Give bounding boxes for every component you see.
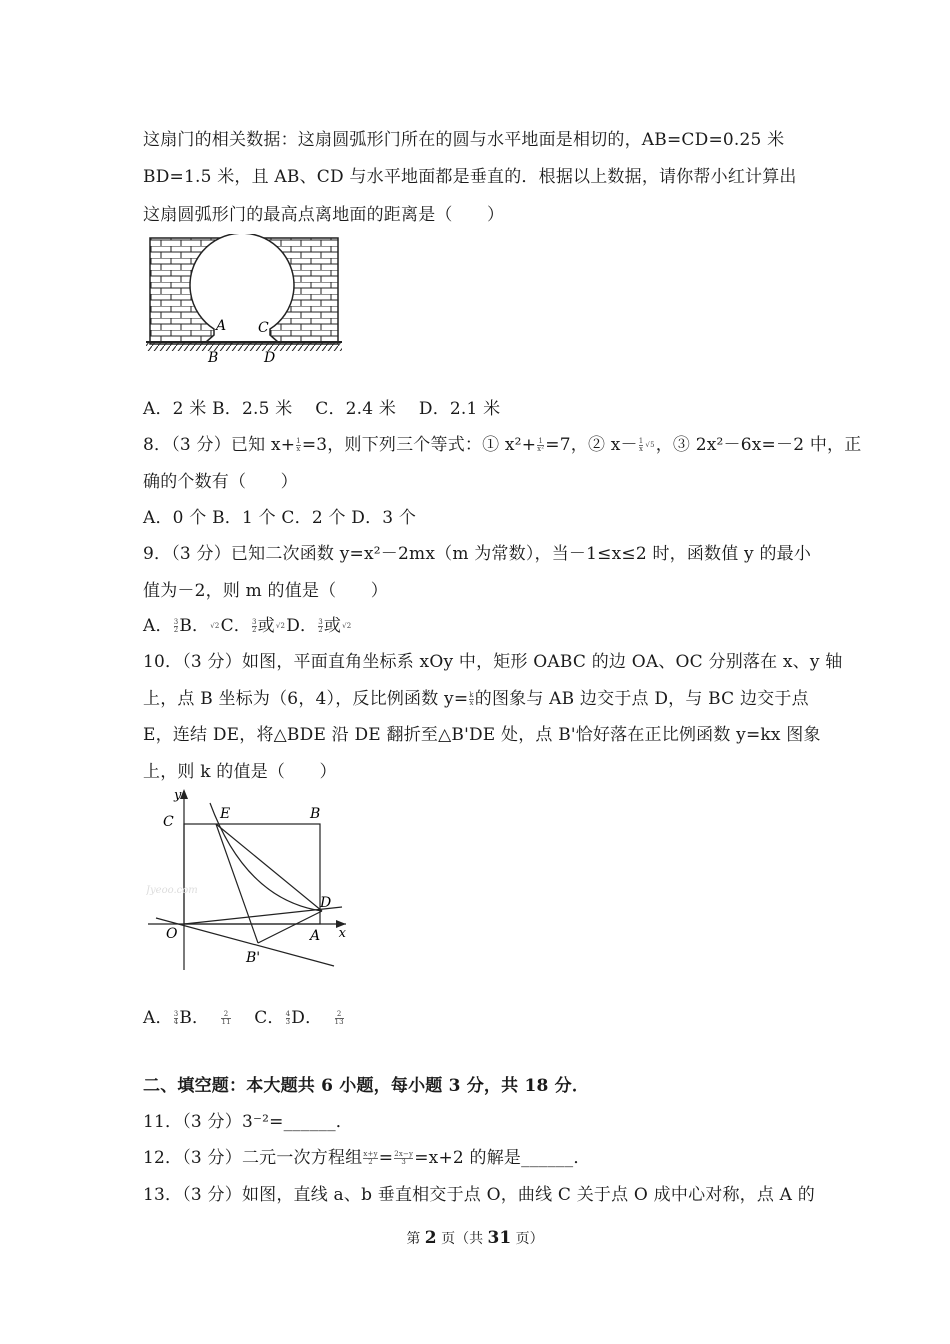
q8-options: A．0 个 B．1 个 C．2 个 D．3 个 xyxy=(143,508,417,528)
q10-line-2: 上，点 B 坐标为（6，4），反比例函数 y= $\frac{k}{x}$ 的图象与 AB 边交于点 D，与 BC 边交于点 xyxy=(143,689,809,709)
arch-door-figure xyxy=(146,234,342,366)
q9-line-2: 值为－2，则 m 的值是（ ） xyxy=(143,581,388,601)
q10-line-1: 10．（3 分）如图，平面直角坐标系 xOy 中，矩形 OABC 的边 OA、OC 分别落在 x、y 轴 xyxy=(143,652,843,672)
fraction-icon: $\frac{1}{\text{x²}}$ xyxy=(537,437,545,453)
q9-line-1: 9．（3 分）已知二次函数 y=x²－2mx（m 为常数），当－1≤x≤2 时，函数值 y 的最小 xyxy=(143,544,812,564)
fraction-icon: $\frac{3}{2}$ xyxy=(318,618,323,634)
q7-line-1: 这扇门的相关数据：这扇圆弧形门所在的圆与水平地面是相切的，AB=CD=0.25 米 xyxy=(143,130,785,150)
page-footer: 第 2 页（共 31 页） xyxy=(406,1228,544,1248)
fraction-icon: $\frac{k}{x}$ xyxy=(469,691,474,707)
watermark: Jyeoo.com xyxy=(146,885,198,896)
label-A: A xyxy=(310,928,321,944)
coordinate-figure xyxy=(146,785,346,975)
label-C: C xyxy=(163,814,174,830)
sqrt-icon: √2 xyxy=(342,622,352,630)
label-Bprime: B' xyxy=(246,950,261,966)
q7-options: A．2 米 B．2.5 米 C．2.4 米 D．2.1 米 xyxy=(143,399,501,419)
page-total: 31 xyxy=(487,1228,512,1248)
q10-line-3: E，连结 DE，将△BDE 沿 DE 翻折至△B'DE 处，点 B'恰好落在正比例函数 y=kx 图象 xyxy=(143,725,821,745)
q13: 13．（3 分）如图，直线 a、b 垂直相交于点 O，曲线 C 关于点 O 成中心对称，点 A 的 xyxy=(143,1185,815,1205)
fraction-icon: $\frac{3}{2}$ xyxy=(252,618,257,634)
label-B: B xyxy=(208,350,219,366)
fraction-icon: $\frac{1}{x}$ xyxy=(296,437,301,453)
label-D: D xyxy=(264,350,276,366)
fraction-icon: $\frac{3}{2}$ xyxy=(173,618,179,634)
label-A: A xyxy=(216,318,227,334)
fraction-icon: $\frac{1}{x}$ xyxy=(638,437,644,453)
q11: 11．（3 分）3⁻²=______． xyxy=(143,1112,353,1132)
label-B: B xyxy=(310,806,321,822)
q10-line-4: 上，则 k 的值是（ ） xyxy=(143,762,337,782)
q7-line-3: 这扇圆弧形门的最高点离地面的距离是（ ） xyxy=(143,205,505,225)
q8-line-2: 确的个数有（ ） xyxy=(143,472,298,492)
label-x: x xyxy=(338,926,346,941)
label-E: E xyxy=(220,806,231,822)
label-y: y xyxy=(174,788,182,803)
page-number: 2 xyxy=(424,1228,437,1248)
fraction-icon: $\frac{3}{4}$ xyxy=(173,1010,179,1026)
section-2-heading: 二、填空题：本大题共 6 小题，每小题 3 分，共 18 分． xyxy=(143,1076,590,1096)
q10-options: A． $\frac{3}{4}$ B． $\frac{2}{11}$ C． $\frac{4}{3}$ D． $\frac{2}{13}$ xyxy=(143,1008,344,1028)
fraction-icon: $\frac{x+y}{2}$ xyxy=(363,1150,378,1166)
sqrt-icon: √5 xyxy=(645,441,655,449)
fraction-icon: $\frac{2x-y}{3}$ xyxy=(394,1150,414,1166)
q7-line-2: BD=1.5 米，且 AB、CD 与水平地面都是垂直的．根据以上数据，请你帮小红计算出 xyxy=(143,167,797,187)
label-D: D xyxy=(320,895,332,911)
fraction-icon: $\frac{4}{3}$ xyxy=(285,1010,291,1026)
q8-line-1: 8．（3 分）已知 x+ $\frac{1}{x}$ =3，则下列三个等式：① x²+ $\frac{1}{\text{x²}}$ =7，② x－ $\frac{1}{x}$ √5 ，③ 2x²－6x=－2 中，正 xyxy=(143,435,862,455)
label-C: C xyxy=(258,320,269,336)
sqrt-icon: √2 xyxy=(275,622,286,630)
label-O: O xyxy=(166,926,178,942)
sqrt-icon: √2 xyxy=(210,622,220,630)
fraction-icon: $\frac{2}{13}$ xyxy=(334,1010,344,1026)
q9-options: A． $\frac{3}{2}$ B． √2 C． $\frac{3}{2}$ 或 √2 D． $\frac{3}{2}$ 或 √2 xyxy=(143,616,352,636)
fraction-icon: $\frac{2}{11}$ xyxy=(221,1010,231,1026)
q12: 12．（3 分）二元一次方程组 $\frac{x+y}{2}$ = $\frac{2x-y}{3}$ =x+2 的解是______． xyxy=(143,1148,591,1168)
